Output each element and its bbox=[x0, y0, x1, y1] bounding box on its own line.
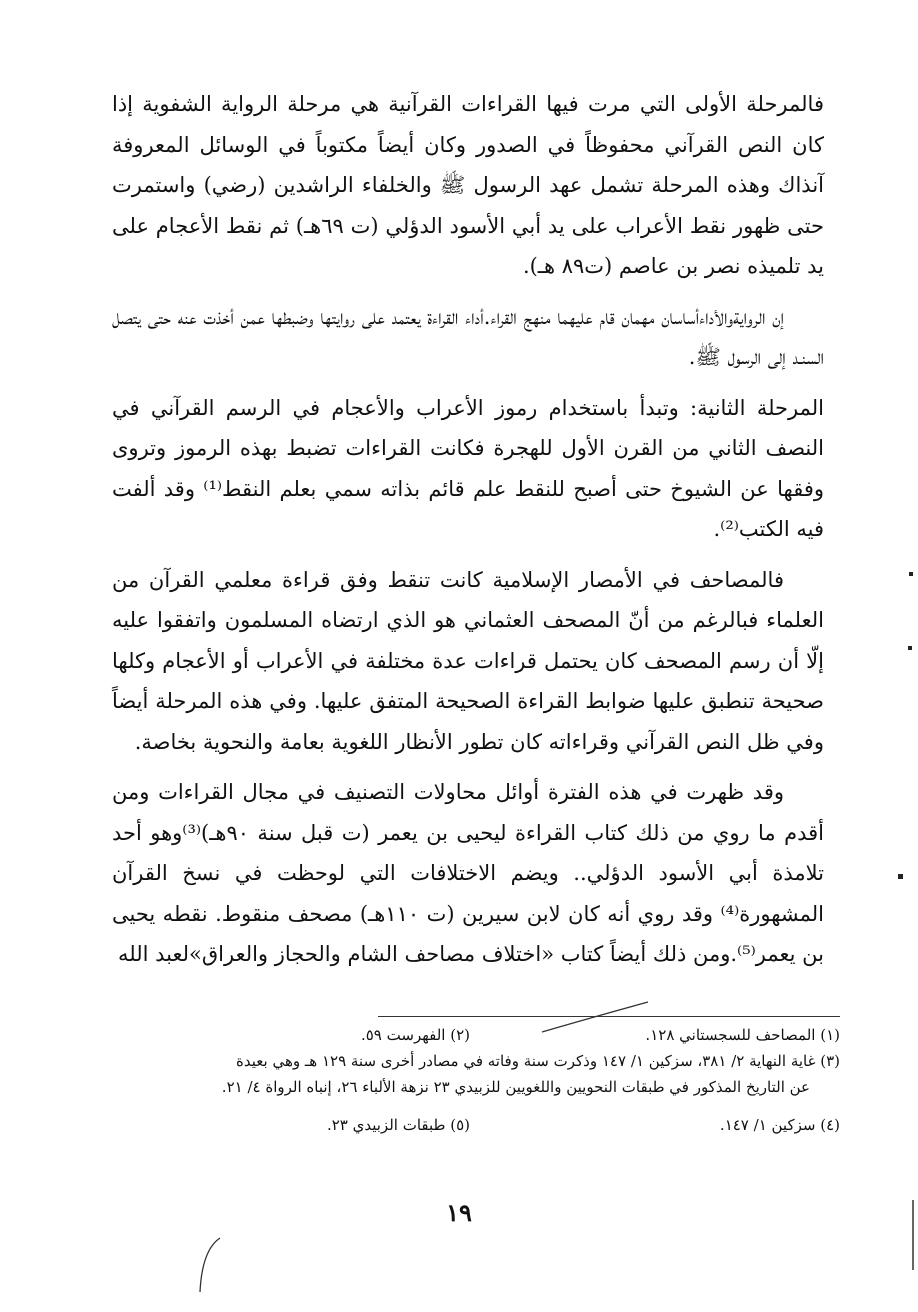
pen-stroke-bottom bbox=[192, 1236, 232, 1296]
margin-dot bbox=[909, 572, 913, 576]
pen-stroke bbox=[540, 996, 660, 1036]
scan-edge-line bbox=[912, 1200, 914, 1270]
footnote-1: (١) المصاحف للسجستاني ١٢٨. bbox=[645, 1026, 840, 1044]
footnotes bbox=[128, 1022, 840, 1138]
footnote-4: (٤) سزكين ١/ ١٤٧. bbox=[719, 1116, 840, 1134]
paragraph-early-works: وقد ظهرت في هذه الفترة أوائل محاولات التصنيف في مجال القراءات ومن أقدم ما روي من ذلك كتاب القراءة ليحيى بن يعمر (ت قبل سنة ٩٠هـ)⁽³⁾وهو أحد تلامذة أبي الأسود الدؤلي.. ويضم الاختلافات التي لوحظت في نسخ القرآن المشهورة⁽⁴⁾ وقد روي أنه كان لابن سيرين (ت ١١٠هـ) مصحف منقوط. نقطه يحيى بن يعمر⁽⁵⁾.ومن ذلك أيضاً كتاب «اختلاف مصاحف الشام والحجاز والعراق»لعبد الله bbox=[112, 780, 824, 966]
footnote-2: (٢) الفهرست ٥٩. bbox=[360, 1026, 470, 1044]
footnote-row bbox=[128, 1112, 840, 1138]
margin-dot bbox=[898, 874, 903, 879]
footnote-5: (٥) طبقات الزبيدي ٢٣. bbox=[326, 1116, 470, 1134]
paragraph-riwaya-ada: إن الروايةوالأداءأساسان مهمان قام عليهما منهج القراء.أداء القراءة يعتمد على روايتها وضبطها عمن أخذت عنه حتى يتصل السنـد إلى الرسول ﷺ. bbox=[112, 304, 824, 369]
paragraph-second-stage: المرحلة الثانية: وتبدأ باستخدام رموز الأعراب والأعجام في الرسم القرآني في النصف الثاني من القرن الأول للهجرة فكانت القراءات تضبط بهذه الرموز وتروى وفقها عن الشيوخ حتى أصبح للنقط علم قائم بذاته سمي بعلم النقط⁽¹⁾ وقد ألفت فيه الكتب⁽²⁾. bbox=[112, 395, 825, 541]
page-number: ١٩ bbox=[446, 1198, 472, 1227]
paragraph-masahif: فالمصاحف في الأمصار الإسلامية كانت تنقط وفق قراءة معلمي القرآن من العلماء فبالرغم من أنّ المصحف العثماني هو الذي ارتضاه المسلمون واتفقوا عليه إلّا أن رسم المصحف كان يحتمل قراءات عدة مختلفة في الأعراب أو الأعجام وكلها صحيحة تنطبق عليها ضوابط القراءة الصحيحة المتفق عليها. وفي هذه المرحلة أيضاً وفي ظل النص القرآني وقراءاته كان تطور الأنظار اللغوية بعامة والنحوية بخاصة. bbox=[112, 567, 824, 754]
footnote-3: (٣) غاية النهاية ٢/ ٣٨١، سزكين ١/ ١٤٧ وذكرت سنة وفاته في مصادر أخرى سنة ١٢٩ هـ وهي بعيدة bbox=[236, 1052, 840, 1070]
paragraph-first-stage: فالمرحلة الأولى التي مرت فيها القراءات القرآنية هي مرحلة الرواية الشفوية إذا كان النص القرآني محفوظاً في الصدور وكان أيضاً مكتوباً في الوسائل المعروفة آنذاك وهذه المرحلة تشمل عهد الرسول ﷺ والخلفاء الراشدين (رضي) واستمرت حتى ظهور نقط الأعراب على يد أبي الأسود الدؤلي (ت ٦٩هـ) ثم نقط الأعجام على يد تلميذه نصر بن عاصم (ت٨٩ هـ). bbox=[112, 92, 824, 278]
main-text bbox=[112, 84, 824, 985]
footnote-row bbox=[128, 1022, 840, 1048]
footnote-3-continuation: عن التاريخ المذكور في طبقات النحويين واللغويين للزبيدي ٢٣ نزهة الألباء ٢٦، إنباه الرواة ٤/ ٢١. bbox=[221, 1078, 810, 1096]
margin-dot bbox=[908, 646, 912, 650]
